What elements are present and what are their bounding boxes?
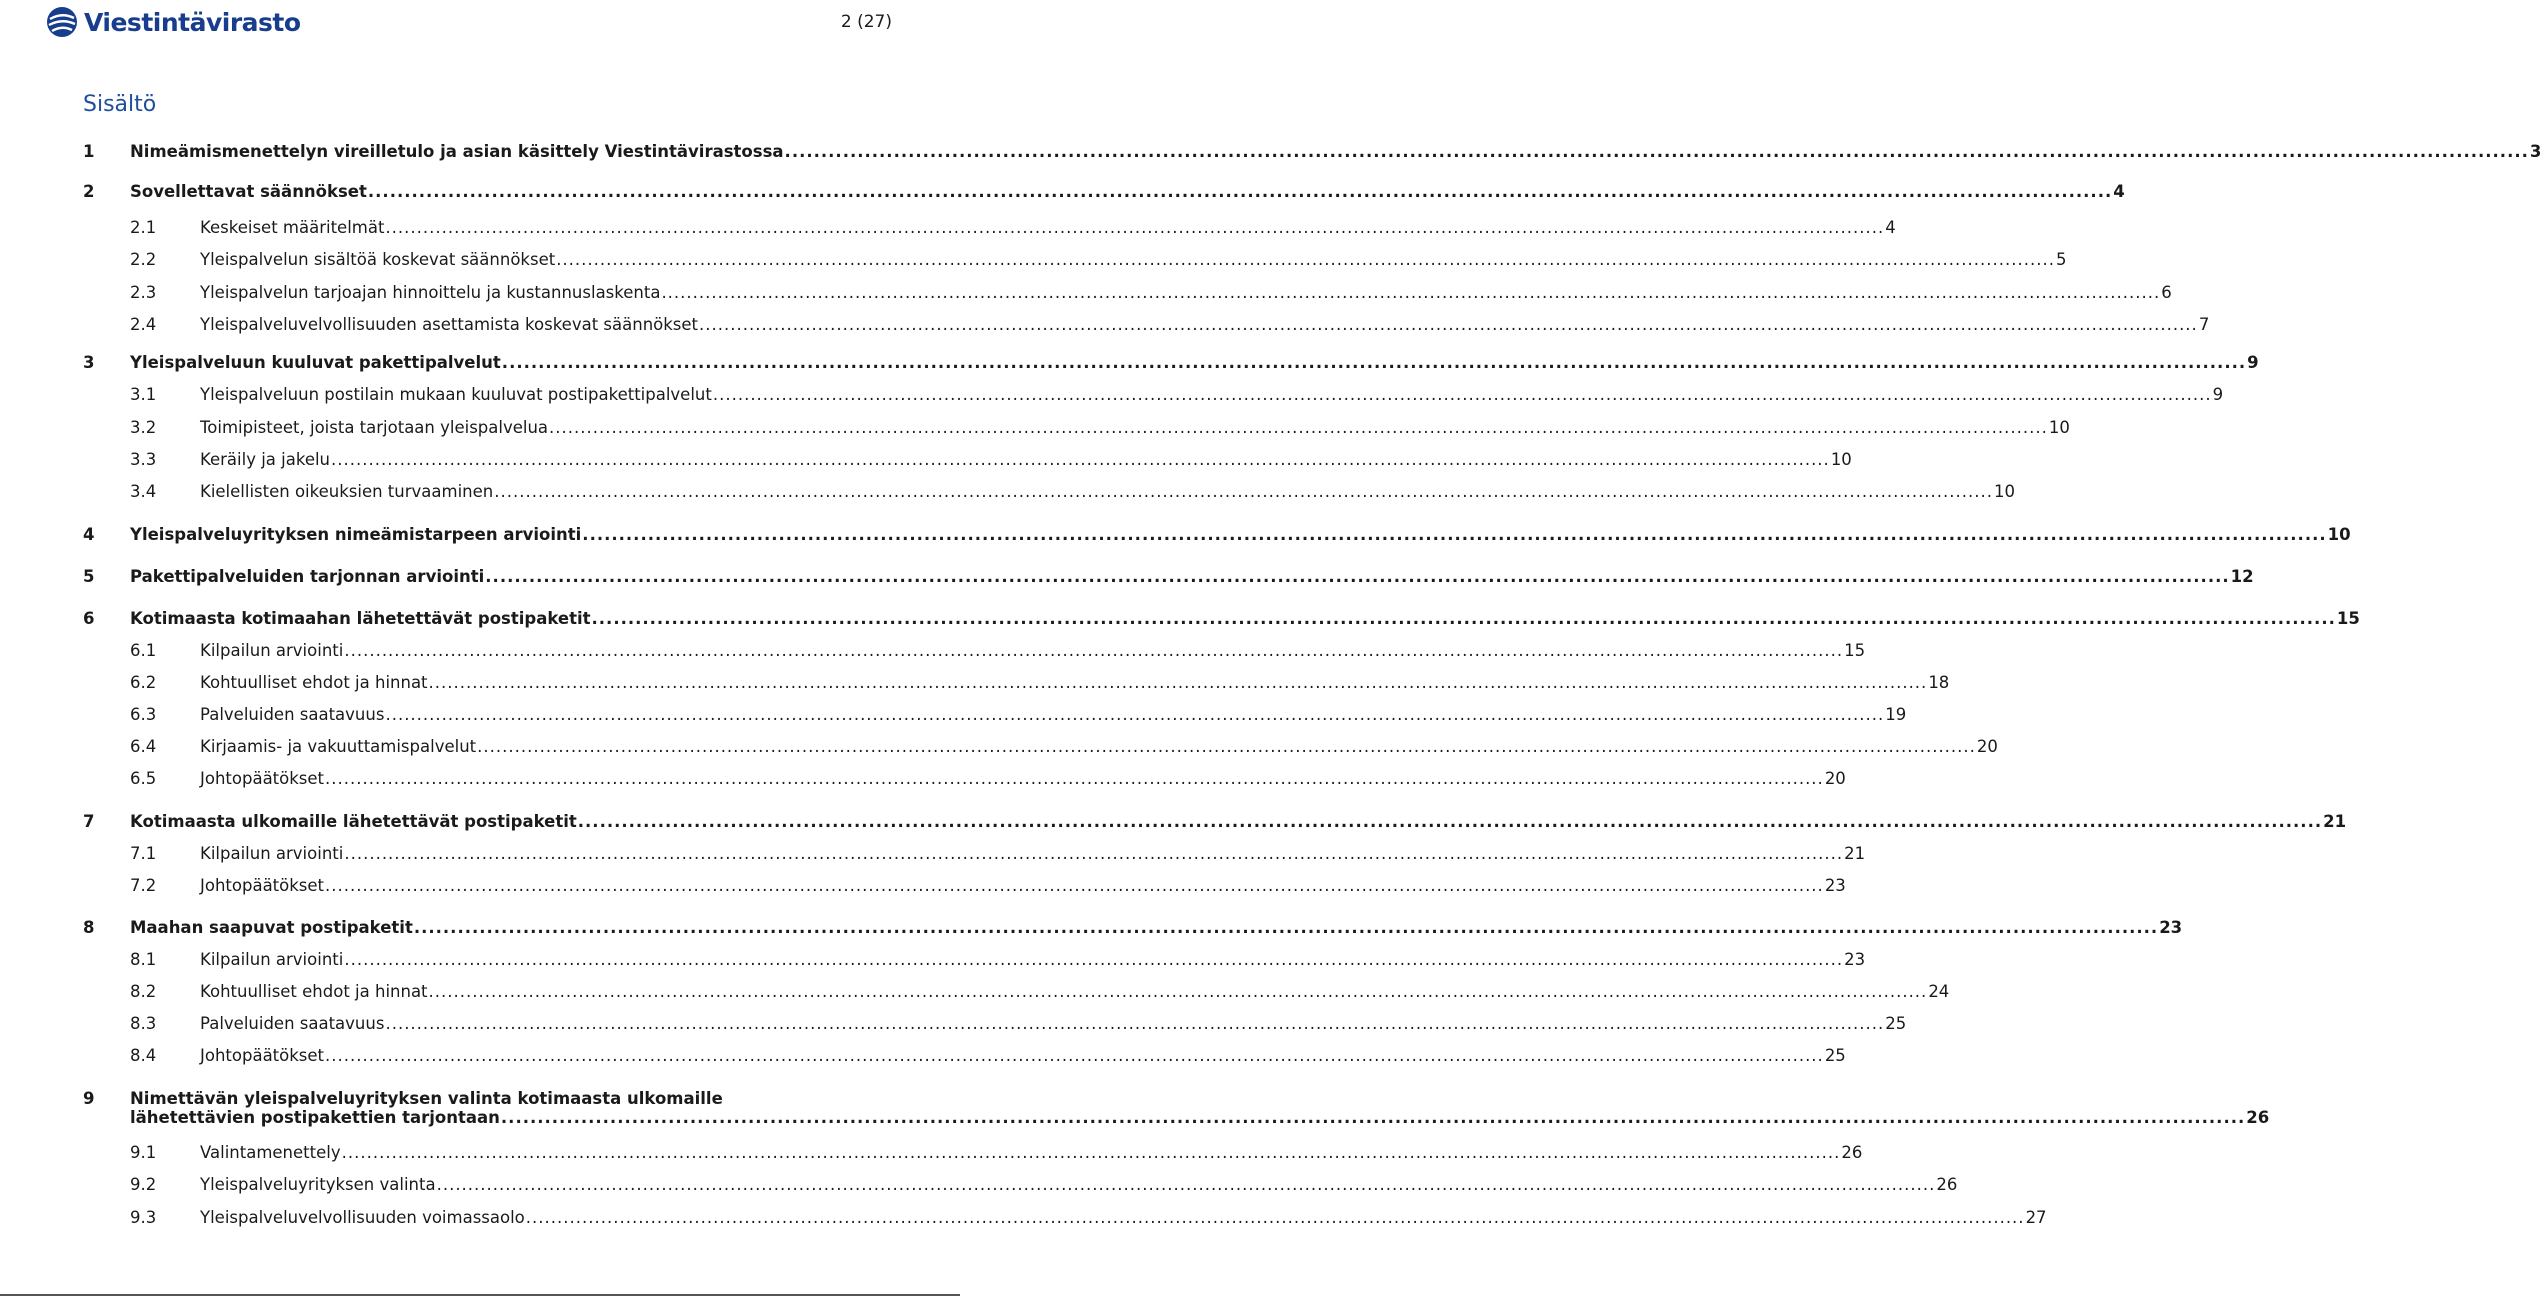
toc-entry-section[interactable] <box>83 1208 2047 1227</box>
toc-entry-chapter[interactable] <box>83 609 2360 628</box>
toc-entry-number: 8.1 <box>130 950 157 969</box>
toc-entry-page: 9 <box>2212 385 2224 404</box>
toc-entry-title: Palveluiden saatavuus <box>200 705 385 724</box>
dot-leader <box>385 1014 1884 1033</box>
toc-entry-number: 7 <box>83 812 95 831</box>
footer-divider <box>0 1294 960 1296</box>
toc-entry-chapter[interactable] <box>83 918 2183 937</box>
toc-entry-chapter[interactable] <box>83 353 2259 372</box>
toc-entry-title: Yleispalvelun sisältöä koskevat säännökset <box>200 250 556 269</box>
toc-entry-page: 10 <box>1830 450 1852 469</box>
toc-entry-title: Kotimaasta kotimaahan lähetettävät postipaketit <box>130 609 591 628</box>
toc-entry-number: 9.2 <box>130 1175 157 1194</box>
toc-entry-title: Valintamenettely <box>200 1143 341 1162</box>
toc-entry-number: 9.3 <box>130 1208 157 1227</box>
toc-entry-page: 12 <box>2230 567 2254 586</box>
toc-entry-title: Kilpailun arviointi <box>200 950 344 969</box>
toc-entry-title-block <box>130 1089 2269 1127</box>
globe-logo-icon <box>46 6 78 38</box>
toc-entry-number: 2.3 <box>130 283 157 302</box>
dot-leader <box>414 918 2158 937</box>
toc-entry-title-continued: lähetettävien postipakettien tarjontaan <box>130 1108 500 1127</box>
toc-entry-title: Keräily ja jakelu <box>200 450 331 469</box>
toc-entry-title: Maahan saapuvat postipaketit <box>130 918 413 937</box>
toc-entry-number: 8.4 <box>130 1046 157 1065</box>
toc-entry-chapter[interactable] <box>83 525 2351 544</box>
dot-leader <box>578 812 2322 831</box>
toc-entry-page: 26 <box>2246 1108 2270 1127</box>
dot-leader <box>494 482 1993 501</box>
dot-leader <box>485 567 2229 586</box>
toc-entry-section[interactable] <box>83 673 1950 692</box>
toc-entry-title: Keskeiset määritelmät <box>200 218 385 237</box>
toc-entry-title: Yleispalvelun tarjoajan hinnoittelu ja kustannuslaskenta <box>200 283 661 302</box>
dot-leader <box>713 385 2212 404</box>
toc-entry-page: 23 <box>1824 876 1846 895</box>
toc-entry-page: 4 <box>1885 218 1896 237</box>
toc-entry-number: 9 <box>83 1089 95 1108</box>
toc-entry-page: 23 <box>2159 918 2183 937</box>
toc-entry-section[interactable] <box>83 283 2172 302</box>
toc-entry-number: 8.2 <box>130 982 157 1001</box>
toc-entry-number: 6.5 <box>130 769 157 788</box>
toc-entry-section[interactable] <box>83 482 2016 501</box>
toc-entry-number: 6.1 <box>130 641 157 660</box>
dot-leader <box>342 1143 1841 1162</box>
toc-entry-page: 23 <box>1844 950 1866 969</box>
logo-text: Viestintävirasto <box>84 7 301 37</box>
toc-entry-section[interactable] <box>83 1175 1958 1194</box>
toc-entry-title: Kotimaasta ulkomaille lähetettävät postipaketit <box>130 812 577 831</box>
toc-entry-title: Yleispalveluvelvollisuuden asettamista koskevat säännökset <box>200 315 699 334</box>
dot-leader <box>477 737 1976 756</box>
toc-entry-page: 10 <box>2048 418 2070 437</box>
toc-entry-number: 7.2 <box>130 876 157 895</box>
dot-leader <box>549 418 2048 437</box>
toc-entry-title: Yleispalveluyrityksen nimeämistarpeen arviointi <box>130 525 582 544</box>
dot-leader <box>344 844 1843 863</box>
toc-entry-page: 20 <box>1824 769 1846 788</box>
toc-entry-title: Yleispalveluyrityksen valinta <box>200 1175 436 1194</box>
toc-entry-number: 2.4 <box>130 315 157 334</box>
toc-entry-number: 6.3 <box>130 705 157 724</box>
toc-entry-number: 2.1 <box>130 218 157 237</box>
toc-entry-section[interactable] <box>83 876 1846 895</box>
dot-leader <box>325 1046 1824 1065</box>
toc-entry-section[interactable] <box>83 1143 1863 1162</box>
toc-entry-page: 24 <box>1928 982 1950 1001</box>
toc-entry-page: 25 <box>1824 1046 1846 1065</box>
toc-entry-title: Yleispalveluun postilain mukaan kuuluvat postipakettipalvelut <box>200 385 712 404</box>
toc-entry-section[interactable] <box>83 737 1998 756</box>
toc-entry-page: 9 <box>2247 353 2259 372</box>
toc-entry-page: 26 <box>1936 1175 1958 1194</box>
toc-entry-page: 21 <box>1844 844 1866 863</box>
toc-entry-title: Palveluiden saatavuus <box>200 1014 385 1033</box>
toc-entry-title: Pakettipalveluiden tarjonnan arviointi <box>130 567 485 586</box>
toc-entry-number: 3.3 <box>130 450 157 469</box>
toc-entry-page: 4 <box>2113 182 2125 201</box>
toc-entry-page: 15 <box>2336 609 2360 628</box>
toc-entry-section[interactable] <box>83 1014 1907 1033</box>
toc-entry-page: 19 <box>1885 705 1907 724</box>
toc-entry-section[interactable] <box>83 641 1866 660</box>
toc-entry-number: 2.2 <box>130 250 157 269</box>
toc-entry-number: 6.2 <box>130 673 157 692</box>
toc-entry-section[interactable] <box>83 844 1866 863</box>
toc-entry-section[interactable] <box>83 450 1852 469</box>
toc-entry-section[interactable] <box>83 385 2224 404</box>
toc-entry-title: Yleispalveluvelvollisuuden voimassaolo <box>200 1208 525 1227</box>
toc-entry-chapter[interactable] <box>83 1089 2270 1127</box>
dot-leader <box>344 950 1843 969</box>
dot-leader <box>785 142 2529 161</box>
dot-leader <box>368 182 2112 201</box>
toc-entry-number: 4 <box>83 525 95 544</box>
toc-entry-page: 7 <box>2198 315 2210 334</box>
toc-entry-title: Kilpailun arviointi <box>200 844 344 863</box>
dot-leader <box>429 982 1928 1001</box>
toc-entry-number: 1 <box>83 142 95 161</box>
toc-entry-section[interactable] <box>83 218 1896 237</box>
toc-entry-chapter[interactable] <box>83 567 2254 586</box>
toc-title: Sisältö <box>83 92 157 117</box>
toc-entry-section[interactable] <box>83 1046 1846 1065</box>
toc-entry-title: Kilpailun arviointi <box>200 641 344 660</box>
toc-entry-page: 20 <box>1976 737 1998 756</box>
toc-entry-number: 6 <box>83 609 95 628</box>
toc-entry-title: Nimettävän yleispalveluyrityksen valinta kotimaasta ulkomaille <box>130 1089 723 1108</box>
dot-leader <box>501 1108 2245 1127</box>
toc-entry-title: Kohtuulliset ehdot ja hinnat <box>200 673 428 692</box>
toc-entry-section[interactable] <box>83 705 1907 724</box>
logo <box>46 5 301 39</box>
toc-entry-number: 3.2 <box>130 418 157 437</box>
toc-entry-title: Johtopäätökset <box>200 769 325 788</box>
page-number: 2 (27) <box>840 12 892 32</box>
toc-entry-number: 8.3 <box>130 1014 157 1033</box>
toc-entry-title: Nimeämismenettelyn vireilletulo ja asian käsittely Viestintävirastossa <box>130 142 784 161</box>
toc-entry-page: 15 <box>1844 641 1866 660</box>
dot-leader <box>429 673 1928 692</box>
toc-entry-title: Kohtuulliset ehdot ja hinnat <box>200 982 428 1001</box>
toc-entry-page: 10 <box>2327 525 2351 544</box>
dot-leader <box>592 609 2336 628</box>
toc-entry-chapter[interactable] <box>83 812 2347 831</box>
toc-entry-number: 2 <box>83 182 95 201</box>
dot-leader <box>526 1208 2025 1227</box>
toc-entry-title: Johtopäätökset <box>200 876 325 895</box>
dot-leader <box>331 450 1830 469</box>
dot-leader <box>344 641 1843 660</box>
dot-leader <box>325 876 1824 895</box>
toc-entry-page: 10 <box>1994 482 2016 501</box>
toc-entry-number: 6.4 <box>130 737 157 756</box>
dot-leader <box>699 315 2198 334</box>
dot-leader <box>502 353 2246 372</box>
dot-leader <box>437 1175 1936 1194</box>
toc-entry-section[interactable] <box>83 418 2070 437</box>
toc-entry-title: Toimipisteet, joista tarjotaan yleispalvelua <box>200 418 549 437</box>
toc-entry-chapter[interactable] <box>83 142 2541 161</box>
toc-entry-number: 9.1 <box>130 1143 157 1162</box>
dot-leader <box>385 218 1884 237</box>
toc-entry-number: 3.4 <box>130 482 157 501</box>
toc-entry-page: 5 <box>2055 250 2067 269</box>
toc-entry-page: 25 <box>1885 1014 1907 1033</box>
toc-entry-title: Kirjaamis- ja vakuuttamispalvelut <box>200 737 477 756</box>
dot-leader <box>385 705 1884 724</box>
toc-entry-section[interactable] <box>83 769 1846 788</box>
dot-leader <box>556 250 2055 269</box>
toc-entry-chapter[interactable] <box>83 182 2125 201</box>
toc-entry-page: 18 <box>1928 673 1950 692</box>
toc-entry-title: Johtopäätökset <box>200 1046 325 1065</box>
dot-leader <box>325 769 1824 788</box>
toc-entry-number: 8 <box>83 918 95 937</box>
toc-entry-page: 27 <box>2025 1208 2047 1227</box>
toc-entry-number: 3 <box>83 353 95 372</box>
toc-entry-page: 6 <box>2161 283 2172 302</box>
toc-entry-number: 3.1 <box>130 385 157 404</box>
toc-entry-title: Kielellisten oikeuksien turvaaminen <box>200 482 494 501</box>
dot-leader <box>661 283 2160 302</box>
toc-entry-number: 5 <box>83 567 95 586</box>
toc-entry-section[interactable] <box>83 315 2210 334</box>
toc-entry-page: 26 <box>1841 1143 1863 1162</box>
dot-leader <box>582 525 2326 544</box>
toc-entry-section[interactable] <box>83 950 1866 969</box>
toc-entry-title: Yleispalveluun kuuluvat pakettipalvelut <box>130 353 501 372</box>
toc-entry-page: 21 <box>2323 812 2347 831</box>
page-header <box>0 0 960 60</box>
toc-entry-page: 3 <box>2529 142 2541 161</box>
toc-entry-number: 7.1 <box>130 844 157 863</box>
toc-entry-title-line2 <box>130 1108 2269 1127</box>
toc-entry-section[interactable] <box>83 982 1950 1001</box>
toc-entry-section[interactable] <box>83 250 2067 269</box>
toc-entry-title: Sovellettavat säännökset <box>130 182 367 201</box>
